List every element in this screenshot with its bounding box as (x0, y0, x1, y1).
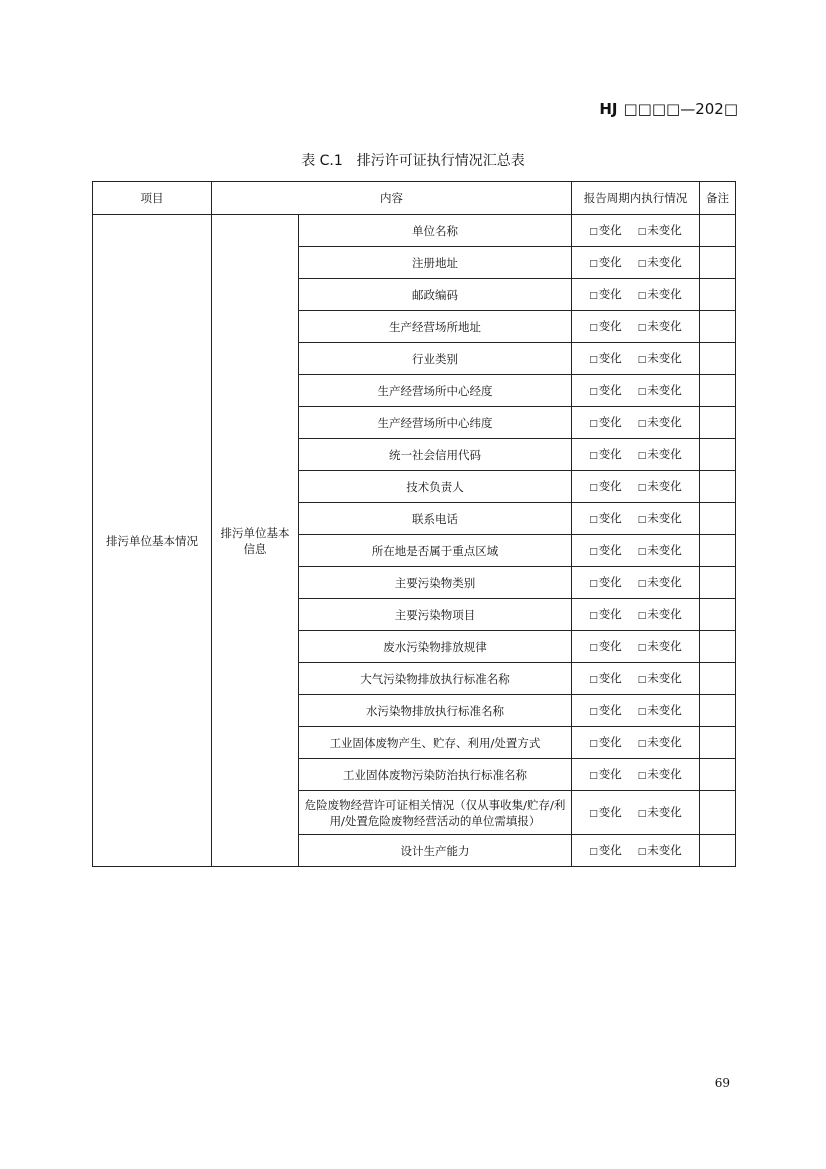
content-item: 邮政编码 (299, 279, 572, 311)
status-cell (572, 567, 700, 599)
unchanged-option[interactable] (638, 415, 682, 429)
unchanged-label: 未变化 (647, 478, 682, 493)
changed-option[interactable] (589, 319, 622, 333)
status-cell (572, 695, 700, 727)
checkbox-icon[interactable]: □ (589, 418, 598, 429)
status-cell (572, 343, 700, 375)
unchanged-option[interactable] (638, 767, 682, 781)
changed-label: 变化 (598, 842, 622, 857)
changed-option[interactable] (589, 511, 622, 525)
checkbox-icon[interactable]: □ (637, 450, 647, 461)
table-title: 表 C.1 排污许可证执行情况汇总表 (301, 153, 525, 169)
checkbox-icon[interactable]: □ (589, 258, 598, 269)
status-cell (572, 759, 700, 791)
changed-label: 变化 (598, 804, 622, 819)
checkbox-icon[interactable]: □ (637, 846, 647, 857)
unchanged-option[interactable] (638, 671, 682, 685)
category-cell: 排污单位基本情况 (93, 215, 212, 867)
checkbox-icon[interactable]: □ (637, 354, 647, 365)
checkbox-icon[interactable]: □ (637, 322, 647, 333)
status-cell (572, 247, 700, 279)
checkbox-icon[interactable]: □ (589, 770, 598, 781)
changed-option[interactable] (589, 735, 622, 749)
checkbox-icon[interactable]: □ (637, 706, 647, 717)
status-cell (572, 471, 700, 503)
checkbox-icon[interactable]: □ (589, 642, 598, 653)
status-cell (572, 663, 700, 695)
changed-option[interactable] (589, 479, 622, 493)
content-item: 联系电话 (299, 503, 572, 535)
checkbox-icon[interactable]: □ (637, 514, 647, 525)
checkbox-icon[interactable]: □ (589, 610, 598, 621)
unchanged-option[interactable] (638, 543, 682, 557)
changed-option[interactable] (589, 447, 622, 461)
changed-label: 变化 (598, 510, 622, 525)
content-item: 废水污染物排放规律 (299, 631, 572, 663)
checkbox-icon[interactable]: □ (589, 482, 598, 493)
changed-option[interactable] (589, 543, 622, 557)
status-cell (572, 407, 700, 439)
changed-label: 变化 (598, 414, 622, 429)
header-content: 内容 (212, 182, 572, 215)
changed-option[interactable] (589, 843, 622, 857)
changed-label: 变化 (598, 478, 622, 493)
checkbox-icon[interactable]: □ (637, 808, 647, 819)
unchanged-option[interactable] (638, 639, 682, 653)
remark-cell[interactable] (700, 407, 736, 439)
checkbox-icon[interactable]: □ (637, 642, 647, 653)
unchanged-option[interactable] (638, 703, 682, 717)
unchanged-label: 未变化 (647, 542, 682, 557)
checkbox-icon[interactable]: □ (589, 290, 598, 301)
changed-label: 变化 (598, 766, 622, 781)
unchanged-label: 未变化 (647, 606, 682, 621)
changed-option[interactable] (589, 415, 622, 429)
unchanged-label: 未变化 (647, 222, 682, 237)
remark-cell[interactable] (700, 835, 736, 867)
content-item: 工业固体废物产生、贮存、利用/处置方式 (299, 727, 572, 759)
changed-option[interactable] (589, 383, 622, 397)
changed-label: 变化 (598, 446, 622, 461)
remark-cell[interactable] (700, 759, 736, 791)
status-cell (572, 375, 700, 407)
remark-cell[interactable] (700, 311, 736, 343)
changed-label: 变化 (598, 350, 622, 365)
remark-cell[interactable] (700, 663, 736, 695)
unchanged-label: 未变化 (647, 638, 682, 653)
content-item: 生产经营场所中心纬度 (299, 407, 572, 439)
status-cell (572, 727, 700, 759)
remark-cell[interactable] (700, 375, 736, 407)
unchanged-label: 未变化 (647, 446, 682, 461)
changed-option[interactable] (589, 805, 622, 819)
unchanged-option[interactable] (638, 607, 682, 621)
status-cell (572, 279, 700, 311)
unchanged-option[interactable] (638, 575, 682, 589)
changed-option[interactable] (589, 351, 622, 365)
changed-label: 变化 (598, 222, 622, 237)
standard-prefix: HJ (599, 100, 618, 118)
header-status: 报告周期内执行情况 (572, 182, 700, 215)
status-cell (572, 311, 700, 343)
unchanged-label: 未变化 (647, 318, 682, 333)
checkbox-icon[interactable]: □ (589, 706, 598, 717)
remark-cell[interactable] (700, 695, 736, 727)
checkbox-icon[interactable]: □ (637, 482, 647, 493)
unchanged-option[interactable] (638, 843, 682, 857)
content-item: 主要污染物类别 (299, 567, 572, 599)
standard-code (599, 100, 738, 118)
unchanged-option[interactable] (638, 351, 682, 365)
changed-option[interactable] (589, 607, 622, 621)
checkbox-icon[interactable]: □ (589, 808, 598, 819)
content-item: 主要污染物项目 (299, 599, 572, 631)
remark-cell[interactable] (700, 343, 736, 375)
content-item: 统一社会信用代码 (299, 439, 572, 471)
checkbox-icon[interactable]: □ (637, 546, 647, 557)
changed-label: 变化 (598, 382, 622, 397)
header-remark: 备注 (700, 182, 736, 215)
content-item: 大气污染物排放执行标准名称 (299, 663, 572, 695)
checkbox-icon[interactable]: □ (589, 226, 598, 237)
changed-option[interactable] (589, 223, 622, 237)
content-item: 生产经营场所地址 (299, 311, 572, 343)
unchanged-option[interactable] (638, 511, 682, 525)
unchanged-label: 未变化 (647, 670, 682, 685)
changed-label: 变化 (598, 702, 622, 717)
checkbox-icon[interactable]: □ (637, 738, 647, 749)
checkbox-icon[interactable]: □ (637, 674, 647, 685)
content-item: 行业类别 (299, 343, 572, 375)
unchanged-label: 未变化 (647, 254, 682, 269)
unchanged-option[interactable] (638, 735, 682, 749)
status-cell (572, 835, 700, 867)
changed-label: 变化 (598, 254, 622, 269)
status-cell (572, 215, 700, 247)
changed-option[interactable] (589, 703, 622, 717)
status-cell (572, 631, 700, 663)
remark-cell[interactable] (700, 535, 736, 567)
changed-label: 变化 (598, 670, 622, 685)
content-item: 单位名称 (299, 215, 572, 247)
unchanged-label: 未变化 (647, 382, 682, 397)
remark-cell[interactable] (700, 247, 736, 279)
remark-cell[interactable] (700, 727, 736, 759)
unchanged-label: 未变化 (647, 842, 682, 857)
remark-cell[interactable] (700, 215, 736, 247)
checkbox-icon[interactable]: □ (589, 386, 598, 397)
changed-label: 变化 (598, 638, 622, 653)
checkbox-icon[interactable]: □ (589, 846, 598, 857)
remark-cell[interactable] (700, 567, 736, 599)
checkbox-icon[interactable]: □ (637, 578, 647, 589)
content-item: 所在地是否属于重点区域 (299, 535, 572, 567)
remark-cell[interactable] (700, 599, 736, 631)
status-cell (572, 503, 700, 535)
header-item: 项目 (93, 182, 212, 215)
changed-option[interactable] (589, 639, 622, 653)
page-number: 69 (714, 1076, 730, 1090)
changed-label: 变化 (598, 574, 622, 589)
unchanged-label: 未变化 (647, 734, 682, 749)
changed-label: 变化 (598, 286, 622, 301)
status-cell (572, 439, 700, 471)
content-item: 工业固体废物污染防治执行标准名称 (299, 759, 572, 791)
checkbox-icon[interactable]: □ (589, 578, 598, 589)
changed-label: 变化 (598, 606, 622, 621)
changed-label: 变化 (598, 734, 622, 749)
changed-option[interactable] (589, 575, 622, 589)
changed-option[interactable] (589, 255, 622, 269)
unchanged-label: 未变化 (647, 574, 682, 589)
checkbox-icon[interactable]: □ (589, 514, 598, 525)
checkbox-icon[interactable]: □ (589, 322, 598, 333)
unchanged-option[interactable] (638, 479, 682, 493)
summary-table (92, 181, 736, 867)
checkbox-icon[interactable]: □ (637, 258, 647, 269)
unchanged-label: 未变化 (647, 350, 682, 365)
unchanged-label: 未变化 (647, 766, 682, 781)
checkbox-icon[interactable]: □ (637, 226, 647, 237)
remark-cell[interactable] (700, 279, 736, 311)
checkbox-icon[interactable]: □ (589, 674, 598, 685)
unchanged-option[interactable] (638, 383, 682, 397)
subcategory-cell: 排污单位基本信息 (212, 215, 299, 867)
unchanged-option[interactable] (638, 447, 682, 461)
checkbox-icon[interactable]: □ (637, 386, 647, 397)
unchanged-label: 未变化 (647, 702, 682, 717)
status-cell (572, 791, 700, 835)
remark-cell[interactable] (700, 471, 736, 503)
content-item: 技术负责人 (299, 471, 572, 503)
checkbox-icon[interactable]: □ (589, 546, 598, 557)
checkbox-icon[interactable]: □ (589, 450, 598, 461)
unchanged-label: 未变化 (647, 414, 682, 429)
table-row (93, 215, 736, 247)
remark-cell[interactable] (700, 631, 736, 663)
status-cell (572, 535, 700, 567)
changed-option[interactable] (589, 767, 622, 781)
unchanged-option[interactable] (638, 319, 682, 333)
unchanged-label: 未变化 (647, 510, 682, 525)
unchanged-option[interactable] (638, 255, 682, 269)
changed-label: 变化 (598, 542, 622, 557)
content-item: 注册地址 (299, 247, 572, 279)
content-item: 设计生产能力 (299, 835, 572, 867)
content-item: 生产经营场所中心经度 (299, 375, 572, 407)
standard-number: □□□□—202□ (623, 100, 738, 118)
changed-option[interactable] (589, 671, 622, 685)
unchanged-option[interactable] (638, 223, 682, 237)
table-body (93, 215, 736, 867)
unchanged-label: 未变化 (647, 286, 682, 301)
checkbox-icon[interactable]: □ (589, 354, 598, 365)
remark-cell[interactable] (700, 503, 736, 535)
unchanged-option[interactable] (638, 805, 682, 819)
checkbox-icon[interactable]: □ (637, 418, 647, 429)
remark-cell[interactable] (700, 439, 736, 471)
content-item: 危险废物经营许可证相关情况（仅从事收集/贮存/利用/处置危险废物经营活动的单位需填报） (299, 791, 572, 835)
status-cell (572, 599, 700, 631)
changed-option[interactable] (589, 287, 622, 301)
checkbox-icon[interactable]: □ (637, 770, 647, 781)
unchanged-label: 未变化 (647, 804, 682, 819)
unchanged-option[interactable] (638, 287, 682, 301)
checkbox-icon[interactable]: □ (589, 738, 598, 749)
checkbox-icon[interactable]: □ (637, 290, 647, 301)
remark-cell[interactable] (700, 791, 736, 835)
table-header-row (93, 182, 736, 215)
checkbox-icon[interactable]: □ (637, 610, 647, 621)
changed-label: 变化 (598, 318, 622, 333)
content-item: 水污染物排放执行标准名称 (299, 695, 572, 727)
